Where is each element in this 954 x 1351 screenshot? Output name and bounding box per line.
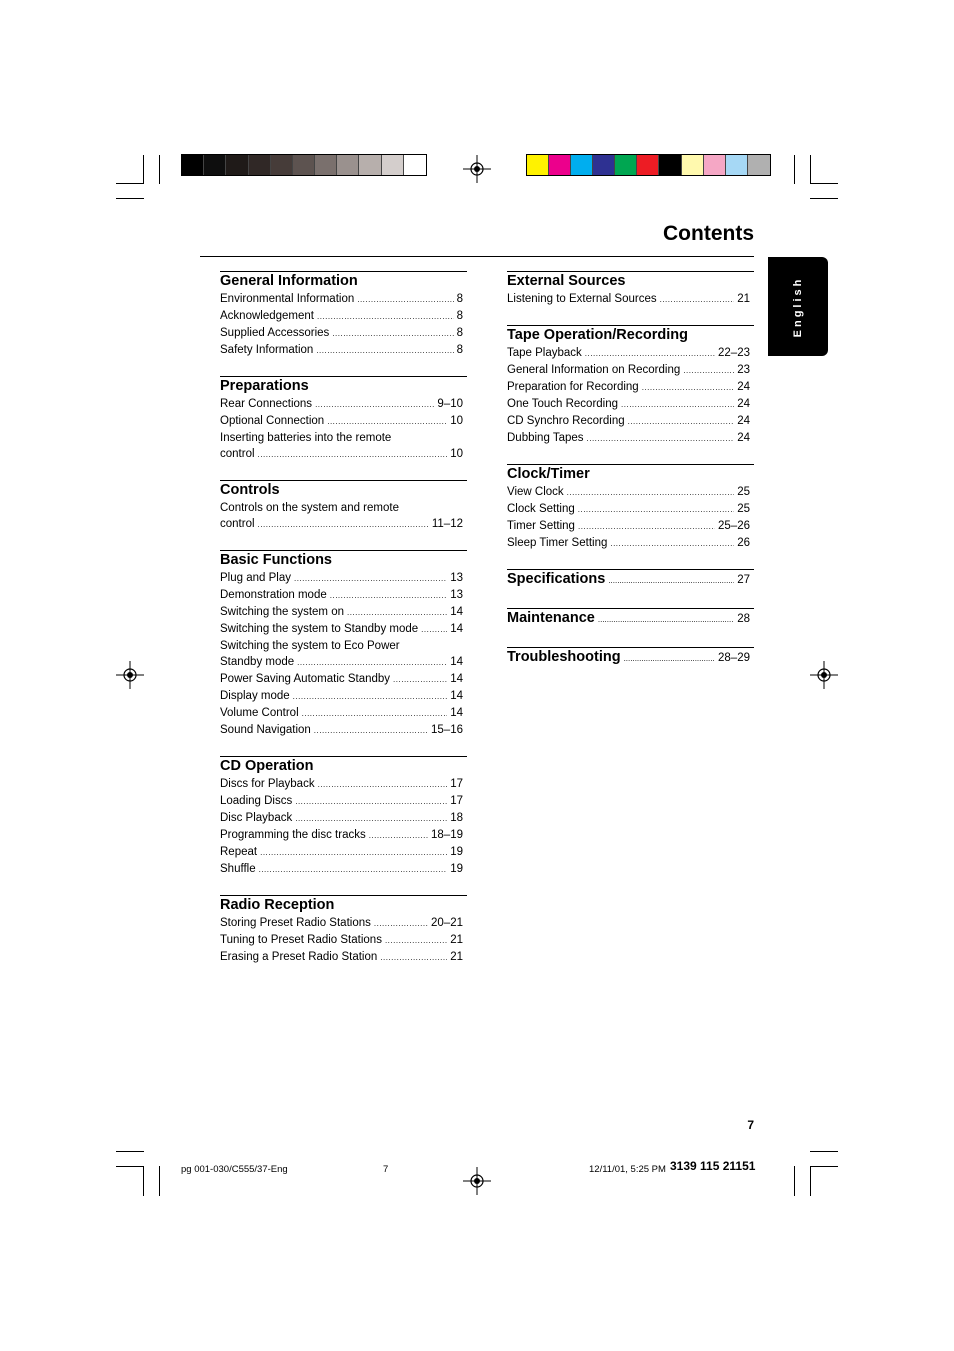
dot-leader [314,722,428,739]
toc-entry-label: Timer Setting [507,520,575,532]
dot-leader [621,396,734,413]
crop-mark [116,183,144,184]
toc-entry [220,671,467,688]
dot-leader [683,362,734,379]
toc-entry-label: Switching the system to Standby mode [220,623,419,635]
toc-entry [220,810,467,827]
crop-mark [810,155,811,184]
toc-entry-page: 18–19 [431,829,463,841]
dot-leader [385,932,447,949]
toc-entry [220,325,467,342]
color-swatch [615,155,637,175]
toc-section [507,569,754,589]
dot-leader [578,518,715,535]
dot-leader [369,827,428,844]
dot-leader [316,342,453,359]
section-title: Tape Operation/Recording [507,327,689,343]
toc-entry [220,827,467,844]
crop-mark [159,1166,160,1196]
toc-entry-page: 15–16 [431,724,463,736]
color-swatch [271,155,293,175]
toc-entry [220,570,467,587]
toc-entry [220,722,467,739]
crop-mark [116,1166,144,1167]
toc-entry-page: 14 [450,673,463,685]
toc-entry [220,949,467,966]
toc-entry-label: Environmental Information [220,293,355,305]
toc-entry-page: 21 [450,934,463,946]
toc-entry-page: 8 [456,310,463,322]
dot-leader [598,609,734,627]
color-swatch [249,155,271,175]
toc-section [507,464,754,552]
dot-leader [258,446,448,463]
page-title: Contents [663,222,754,245]
toc-entry-label: View Clock [507,486,564,498]
toc-entry [507,413,754,430]
dot-leader [578,501,734,518]
dot-leader [585,345,715,362]
toc-entry [507,535,754,552]
toc-right-column [507,271,754,686]
color-swatch [404,155,426,175]
toc-entry [220,604,467,621]
dot-leader [295,793,447,810]
dot-leader [660,291,735,308]
toc-entry [220,915,467,932]
toc-entry-page: 25–26 [718,520,750,532]
toc-entry [507,484,754,501]
toc-entry-label: Acknowledgement [220,310,314,322]
toc-entry-label: Tuning to Preset Radio Stations [220,934,382,946]
crop-mark [810,1151,838,1152]
color-calibration-strip [526,154,771,176]
section-title: Basic Functions [220,552,332,568]
toc-entry-label: Dubbing Tapes [507,432,584,444]
toc-entry-label: CD Synchro Recording [507,415,625,427]
toc-entry-page: 14 [450,606,463,618]
footer-code: 3139 115 21151 [670,1159,756,1173]
toc-entry [220,413,467,430]
section-title: External Sources [507,273,626,289]
toc-entry [220,688,467,705]
color-swatch [226,155,248,175]
toc-entry [220,705,467,722]
dot-leader [567,484,735,501]
dot-leader [294,570,447,587]
toc-entry [220,308,467,325]
dot-leader [317,308,454,325]
toc-entry [220,932,467,949]
color-swatch [204,155,226,175]
toc-entry-page: 24 [737,381,750,393]
crop-mark [143,1166,144,1196]
dot-leader [628,413,735,430]
crop-mark [116,1151,144,1152]
toc-section [507,608,754,628]
crop-mark [810,183,838,184]
toc-entry-page: 17 [450,778,463,790]
toc-entry-label: Preparation for Recording [507,381,639,393]
grayscale-calibration-strip [181,154,427,176]
toc-entry-label: Discs for Playback [220,778,315,790]
toc-entry-label: Controls on the system and remote [220,502,399,514]
toc-entry [220,844,467,861]
toc-entry-page: 10 [450,415,463,427]
toc-entry-label: Supplied Accessories [220,327,330,339]
dot-leader [297,654,447,671]
toc-entry-label: Switching the system on [220,606,345,618]
dot-leader [393,671,447,688]
toc-section [220,895,467,966]
dot-leader [295,810,447,827]
toc-entry-label: Programming the disc tracks [220,829,366,841]
toc-entry-page: 21 [737,293,750,305]
color-swatch [659,155,681,175]
toc-entry [220,291,467,308]
dot-leader [642,379,735,396]
toc-entry-page: 24 [737,432,750,444]
toc-section [220,480,467,533]
toc-entry-label: Sleep Timer Setting [507,537,608,549]
toc-entry-label: Display mode [220,690,290,702]
color-swatch [593,155,615,175]
toc-left-column [220,271,467,983]
toc-entry-page: 21 [450,951,463,963]
toc-entry [220,621,467,638]
section-title: Specifications [507,571,606,587]
toc-entry [507,379,754,396]
toc-entry-label: Disc Playback [220,812,293,824]
toc-entry [507,396,754,413]
registration-mark-icon [463,1167,491,1195]
toc-entry-page: 25 [737,503,750,515]
toc-entry-page: 19 [450,846,463,858]
toc-entry-page: 13 [450,589,463,601]
footer-page: 7 [383,1164,389,1175]
dot-leader [610,535,734,552]
toc-entry-label: Shuffle [220,863,256,875]
toc-entry-page: 8 [456,293,463,305]
toc-entry-label: control [220,448,255,460]
section-title: Controls [220,482,280,498]
toc-entry-page: 27 [737,574,750,586]
toc-entry-page: 14 [450,690,463,702]
dot-leader [260,844,447,861]
toc-entry-page: 11–12 [431,518,463,530]
toc-entry [507,501,754,518]
toc-section [220,271,467,359]
toc-entry-page: 28–29 [718,652,750,664]
toc-entry-page: 22–23 [718,347,750,359]
toc-entry-page: 26 [737,537,750,549]
footer-file: pg 001-030/C555/37-Eng [181,1164,288,1175]
toc-entry [220,396,467,413]
toc-entry-label: Clock Setting [507,503,575,515]
registration-mark-icon [116,661,144,689]
dot-leader [587,430,735,447]
toc-entry [507,362,754,379]
dot-leader [608,570,734,588]
toc-section [507,271,754,308]
toc-entry-page: 8 [456,344,463,356]
color-swatch [382,155,404,175]
toc-entry-label: Optional Connection [220,415,325,427]
toc-entry [220,776,467,793]
dot-leader [380,949,447,966]
color-swatch [527,155,549,175]
toc-entry-label: Safety Information [220,344,314,356]
toc-section [220,376,467,463]
dot-leader [315,396,434,413]
toc-entry-label: Sound Navigation [220,724,311,736]
toc-entry-label: Erasing a Preset Radio Station [220,951,378,963]
toc-entry-page: 19 [450,863,463,875]
toc-entry-label: Loading Discs [220,795,293,807]
toc-entry [507,648,754,667]
dot-leader [302,705,448,722]
toc-entry [220,654,467,671]
toc-entry-page: 17 [450,795,463,807]
toc-entry-page: 10 [450,448,463,460]
toc-entry-label: Repeat [220,846,258,858]
toc-entry-label: control [220,518,255,530]
toc-entry-page: 13 [450,572,463,584]
toc-entry-label: Rear Connections [220,398,313,410]
dot-leader [318,776,448,793]
crop-mark [810,198,838,199]
toc-entry [507,345,754,362]
color-swatch [704,155,726,175]
section-title: CD Operation [220,758,314,774]
toc-entry-page: 14 [450,707,463,719]
dot-leader [374,915,428,932]
dot-leader [624,648,715,666]
footer-date: 12/11/01, 5:25 PM [589,1164,666,1175]
toc-entry-page: 14 [450,623,463,635]
toc-entry [220,342,467,359]
page-number: 7 [747,1118,754,1132]
section-title: Troubleshooting [507,649,621,665]
color-swatch [293,155,315,175]
title-rule [200,256,754,257]
toc-entry-label: Plug and Play [220,572,291,584]
toc-entry-label: Demonstration mode [220,589,327,601]
toc-entry-page: 18 [450,812,463,824]
toc-entry-page: 25 [737,486,750,498]
color-swatch [337,155,359,175]
section-title: Radio Reception [220,897,335,913]
dot-leader [330,587,447,604]
crop-mark [810,1166,838,1167]
dot-leader [421,621,447,638]
crop-mark [794,1166,795,1196]
toc-entry-label: Volume Control [220,707,299,719]
toc-section [507,647,754,667]
section-title: General Information [220,273,358,289]
dot-leader [332,325,453,342]
toc-entry-label: One Touch Recording [507,398,619,410]
registration-mark-icon [463,155,491,183]
toc-entry-label: Switching the system to Eco Power [220,640,400,652]
color-swatch [571,155,593,175]
toc-entry [220,446,467,463]
toc-entry [507,609,754,628]
toc-entry [507,518,754,535]
toc-entry-page: 14 [450,656,463,668]
toc-entry-page: 24 [737,415,750,427]
toc-entry-label: General Information on Recording [507,364,681,376]
toc-section [220,756,467,878]
color-swatch [359,155,381,175]
crop-mark [116,198,144,199]
toc-entry-label: Power Saving Automatic Standby [220,673,391,685]
section-title: Preparations [220,378,309,394]
crop-mark [810,1166,811,1196]
color-swatch [726,155,748,175]
toc-entry-label: Tape Playback [507,347,582,359]
color-swatch [549,155,571,175]
color-swatch [748,155,770,175]
language-tab-label: English [792,276,804,337]
toc-entry [507,291,754,308]
color-swatch [182,155,204,175]
toc-entry-page: 24 [737,398,750,410]
language-tab [768,257,828,356]
toc-entry-page: 9–10 [437,398,463,410]
toc-entry [220,861,467,878]
color-swatch [682,155,704,175]
dot-leader [357,291,453,308]
toc-entry [507,430,754,447]
color-swatch [315,155,337,175]
toc-section [220,550,467,739]
dot-leader [258,516,429,533]
toc-entry-page: 8 [456,327,463,339]
toc-entry-page: 20–21 [431,917,463,929]
section-title: Clock/Timer [507,466,590,482]
toc-entry [220,793,467,810]
toc-entry [220,516,467,533]
toc-entry-label: Listening to External Sources [507,293,657,305]
toc-section [507,325,754,447]
dot-leader [259,861,448,878]
toc-entry-label: Inserting batteries into the remote [220,432,392,444]
toc-entry [220,587,467,604]
crop-mark [143,155,144,184]
dot-leader [327,413,447,430]
toc-entry [507,570,754,589]
crop-mark [794,155,795,184]
registration-mark-icon [810,661,838,689]
toc-entry-page: 23 [737,364,750,376]
toc-entry-page: 28 [737,613,750,625]
dot-leader [347,604,447,621]
dot-leader [293,688,448,705]
section-title: Maintenance [507,610,595,626]
color-swatch [637,155,659,175]
crop-mark [159,155,160,184]
toc-entry-label: Standby mode [220,656,295,668]
toc-entry-label: Storing Preset Radio Stations [220,917,371,929]
